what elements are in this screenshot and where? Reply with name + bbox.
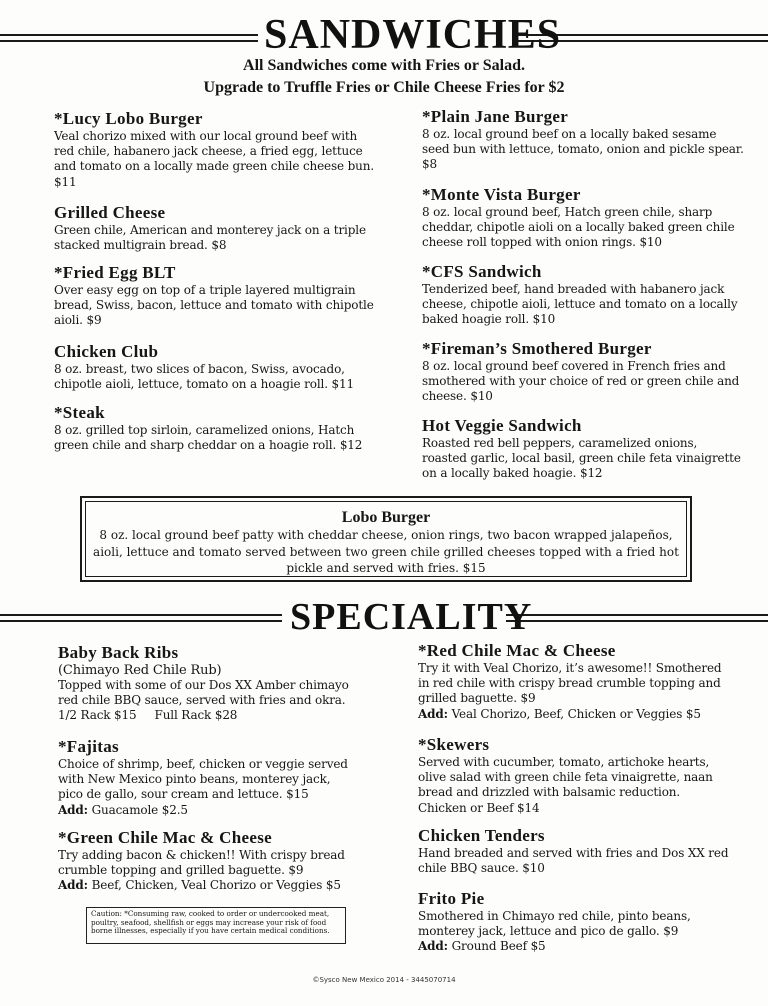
menu-item-chicken-club [54, 343, 376, 392]
feature-item-description: 8 oz. local ground beef patty with cheddar cheese, onion rings, two bacon wrapped jalapeños, aioli, lettuce and tomato served between two green chile grilled cheeses topped with a fried hot pickle and served with fries. $15 [93, 528, 679, 575]
add-label: Add: [418, 939, 448, 954]
sandwiches-subtitle-upgrade: Upgrade to Truffle Fries or Chile Cheese Fries for $2 [203, 79, 565, 96]
item-description: Served with cucumber, tomato, artichoke hearts, olive salad with green chile feta vinaigrette, naan bread and drizzled with balsamic reduction. Chicken or Beef $14 [418, 755, 713, 815]
speciality-title: SPECIALITY [290, 596, 533, 638]
menu-item-fried-egg-blt [54, 264, 376, 329]
item-name: Hot Veggie Sandwich [422, 416, 582, 435]
item-addon [418, 707, 732, 722]
menu-item-green-chile-mac-cheese [58, 829, 358, 894]
add-text: Beef, Chicken, Veal Chorizo or Veggies $5 [91, 878, 341, 893]
header-rule-left-top [0, 34, 258, 36]
item-description: Veal chorizo mixed with our local ground beef with red chile, habanero jack cheese, a fried egg, lettuce and tomato on a locally made green chile cheese bun. $11 [54, 129, 374, 189]
add-text: Ground Beef $5 [451, 939, 546, 954]
item-name: *Fireman’s Smothered Burger [422, 339, 652, 358]
full-rack-price: Full Rack $28 [154, 708, 238, 723]
item-description: 8 oz. breast, two slices of bacon, Swiss, avocado, chipotle aioli, lettuce, tomato on a hoagie roll. $11 [54, 362, 354, 392]
half-rack-price: 1/2 Rack $15 [58, 708, 137, 723]
menu-item-monte-vista-burger [422, 186, 744, 251]
header-rule-left-bottom [0, 40, 258, 42]
item-description: Tenderized beef, hand breaded with habanero jack cheese, chipotle aioli, lettuce and tomato on a locally baked hoagie roll. $10 [422, 282, 738, 327]
menu-item-steak [54, 404, 376, 453]
menu-item-frito-pie [418, 890, 732, 955]
item-description: 8 oz. local ground beef covered in French fries and smothered with your choice of red or green chile and cheese. $10 [422, 359, 740, 404]
item-subtitle: (Chimayo Red Chile Rub) [58, 663, 222, 678]
item-addon [418, 939, 732, 954]
item-description: Over easy egg on top of a triple layered multigrain bread, Swiss, bacon, lettuce and tomato with chipotle aioli. $9 [54, 283, 374, 328]
feature-item-name: Lobo Burger [341, 509, 431, 526]
item-name: *Lucy Lobo Burger [54, 109, 203, 128]
add-text: Veal Chorizo, Beef, Chicken or Veggies $5 [451, 706, 701, 721]
item-name: *Fajitas [58, 737, 119, 756]
item-description: Hand breaded and served with fries and Dos XX red chile BBQ sauce. $10 [418, 846, 729, 876]
sandwiches-subtitle-sides: All Sandwiches come with Fries or Salad. [243, 57, 525, 74]
item-name: *Fried Egg BLT [54, 263, 176, 282]
menu-item-firemans-smothered-burger [422, 340, 744, 405]
item-description: 8 oz. local ground beef, Hatch green chile, sharp cheddar, chipotle aioli on a locally baked green chile cheese roll topped with onion rings. $10 [422, 205, 735, 250]
item-name: *Monte Vista Burger [422, 185, 581, 204]
speciality-rule-left-top [0, 614, 282, 616]
speciality-rule-right-top [506, 614, 768, 616]
speciality-rule-left-bottom [0, 620, 282, 622]
item-name: Frito Pie [418, 889, 485, 908]
item-description: Smothered in Chimayo red chile, pinto beans, monterey jack, lettuce and pico de gallo. $9 [418, 909, 691, 939]
item-name: Chicken Club [54, 342, 159, 361]
add-label: Add: [58, 802, 88, 817]
item-description: Try adding bacon & chicken!! With crispy bread crumble topping and grilled baguette. $9 [58, 848, 345, 878]
item-name: Baby Back Ribs [58, 643, 179, 662]
item-description: 8 oz. local ground beef on a locally baked sesame seed bun with lettuce, tomato, onion and pickle spear. $8 [422, 127, 744, 172]
add-label: Add: [418, 706, 448, 721]
item-addon [58, 803, 358, 818]
feature-box-lobo-burger [80, 496, 692, 582]
item-name: *CFS Sandwich [422, 262, 542, 281]
caution-notice: Caution: *Consuming raw, cooked to order or undercooked meat, poultry, seafood, shellfish or eggs may increase your risk of food borne illnesses, especially if you have certain medical conditions. [86, 907, 346, 944]
feature-box-inner [85, 501, 687, 577]
menu-item-cfs-sandwich [422, 263, 744, 328]
footer-copyright: ©Sysco New Mexico 2014 - 3445070714 [312, 976, 456, 984]
item-name: *Steak [54, 403, 105, 422]
item-name: Chicken Tenders [418, 826, 545, 845]
add-label: Add: [58, 878, 88, 893]
add-text: Guacamole $2.5 [91, 802, 188, 817]
item-name: *Red Chile Mac & Cheese [418, 641, 616, 660]
item-name: *Skewers [418, 735, 490, 754]
item-description: Choice of shrimp, beef, chicken or veggie served with New Mexico pinto beans, monterey jack, pico de gallo, sour cream and lettuce. $15 [58, 757, 348, 802]
menu-item-grilled-cheese [54, 204, 376, 253]
menu-item-lucy-lobo-burger [54, 110, 376, 190]
sandwiches-title: SANDWICHES [264, 12, 562, 58]
item-description: Green chile, American and monterey jack on a triple stacked multigrain bread. $8 [54, 223, 366, 253]
item-description: Try it with Veal Chorizo, it’s awesome!! Smothered in red chile with crispy bread crumble topping and grilled baguette. $9 [418, 661, 722, 706]
menu-item-hot-veggie-sandwich [422, 417, 744, 482]
speciality-rule-right-bottom [506, 620, 768, 622]
menu-item-chicken-tenders [418, 827, 732, 876]
item-name: Grilled Cheese [54, 203, 166, 222]
item-name: *Green Chile Mac & Cheese [58, 828, 272, 847]
item-addon [58, 878, 358, 893]
menu-item-plain-jane-burger [422, 108, 744, 173]
item-description: Topped with some of our Dos XX Amber chimayo red chile BBQ sauce, served with fries and okra. [58, 678, 349, 708]
price-row [58, 708, 358, 723]
menu-item-baby-back-ribs [58, 644, 358, 724]
item-description: 8 oz. grilled top sirloin, caramelized onions, Hatch green chile and sharp cheddar on a hoagie roll. $12 [54, 423, 363, 453]
menu-item-fajitas [58, 738, 358, 818]
item-description: Roasted red bell peppers, caramelized onions, roasted garlic, local basil, green chile feta vinaigrette on a locally baked hoagie. $12 [422, 436, 741, 481]
item-name: *Plain Jane Burger [422, 107, 569, 126]
menu-item-red-chile-mac-cheese [418, 642, 732, 722]
menu-item-skewers [418, 736, 732, 816]
